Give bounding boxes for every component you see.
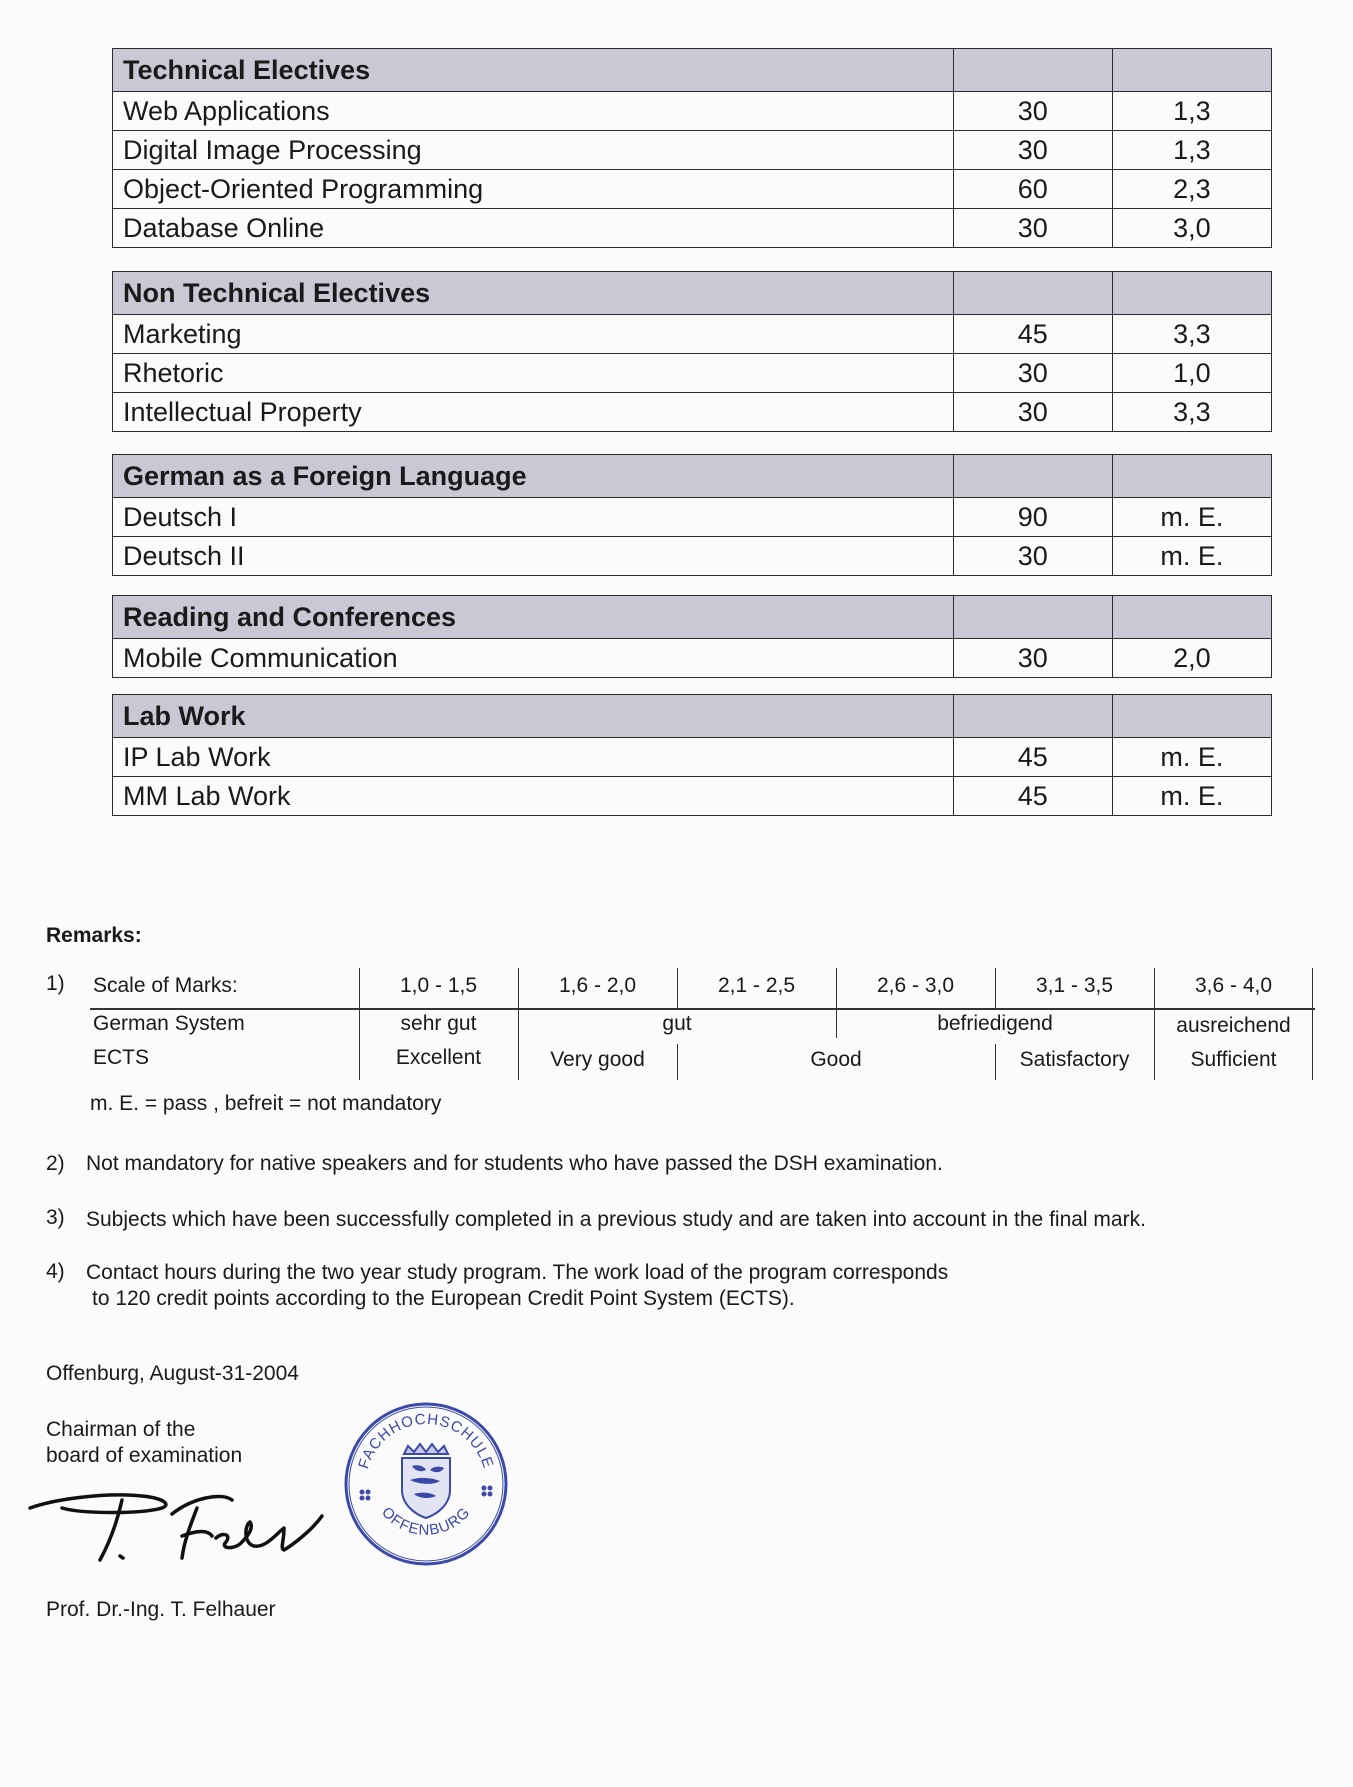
chairman-title-line2: board of examination xyxy=(46,1444,243,1467)
subject-cell: Object-Oriented Programming xyxy=(113,170,954,209)
german-system-label: German System xyxy=(93,1012,245,1035)
table-row xyxy=(113,131,1272,170)
hours-cell: 60 xyxy=(953,170,1112,209)
scale-of-marks-table xyxy=(90,968,1315,1080)
range-cell: 2,1 - 2,5 xyxy=(717,974,796,997)
seal-top-text: FACHHOCHSCHULE xyxy=(355,1410,497,1471)
remark-4-text-line1: Contact hours during the two year study program. The work load of the program corresponds xyxy=(86,1261,949,1284)
remark-3-number: 3) xyxy=(46,1206,65,1229)
subject-cell: Database Online xyxy=(113,209,954,248)
grade-cell: 2,0 xyxy=(1112,639,1271,678)
scale-divider-line xyxy=(90,1008,1315,1010)
ects-grade: Excellent xyxy=(395,1046,482,1069)
german-grade: ausreichend xyxy=(1176,1014,1291,1037)
hours-cell: 90 xyxy=(953,498,1112,537)
legend-text: m. E. = pass , befreit = not mandatory xyxy=(90,1092,442,1115)
subject-cell: Marketing xyxy=(113,315,954,354)
range-cell: 3,1 - 3,5 xyxy=(1035,974,1114,997)
hours-cell: 45 xyxy=(953,315,1112,354)
section-header xyxy=(113,596,1272,639)
table-technical-electives xyxy=(112,48,1272,248)
subject-cell: Intellectual Property xyxy=(113,393,954,432)
table-row xyxy=(113,777,1272,816)
hours-cell: 30 xyxy=(953,639,1112,678)
seal-stamp xyxy=(342,1400,510,1568)
section-title: German as a Foreign Language xyxy=(113,455,954,498)
remark-3-text: Subjects which have been successfully completed in a previous study and are taken into account in the final mark. xyxy=(86,1208,1146,1231)
table-lab-work xyxy=(112,694,1272,816)
grade-cell: m. E. xyxy=(1112,537,1271,576)
table-row xyxy=(113,738,1272,777)
chairman-title-line1: Chairman of the xyxy=(46,1418,196,1441)
range-cell: 1,6 - 2,0 xyxy=(558,974,637,997)
hours-cell: 30 xyxy=(953,92,1112,131)
section-title: Non Technical Electives xyxy=(113,272,954,315)
remark-4-number: 4) xyxy=(46,1260,65,1283)
range-cell: 1,0 - 1,5 xyxy=(399,974,478,997)
section-title: Reading and Conferences xyxy=(113,596,954,639)
section-header xyxy=(113,695,1272,738)
place-date: Offenburg, August-31-2004 xyxy=(46,1362,299,1385)
table-row xyxy=(113,170,1272,209)
ects-grade: Very good xyxy=(550,1048,645,1071)
ects-grade: Sufficient xyxy=(1190,1048,1277,1071)
section-title: Technical Electives xyxy=(113,49,954,92)
subject-cell: Rhetoric xyxy=(113,354,954,393)
subject-cell: Web Applications xyxy=(113,92,954,131)
section-header xyxy=(113,49,1272,92)
subject-cell: MM Lab Work xyxy=(113,777,954,816)
grade-cell: 1,3 xyxy=(1112,92,1271,131)
section-title: Lab Work xyxy=(113,695,954,738)
table-row xyxy=(113,354,1272,393)
hours-cell: 30 xyxy=(953,131,1112,170)
grade-cell: m. E. xyxy=(1112,498,1271,537)
subject-cell: Deutsch I xyxy=(113,498,954,537)
hours-cell: 45 xyxy=(953,738,1112,777)
grade-cell: m. E. xyxy=(1112,738,1271,777)
german-grade: sehr gut xyxy=(400,1012,477,1035)
table-reading-conferences xyxy=(112,595,1272,678)
table-german-foreign-language xyxy=(112,454,1272,576)
grade-cell: m. E. xyxy=(1112,777,1271,816)
signatory-name: Prof. Dr.-Ing. T. Felhauer xyxy=(46,1598,276,1621)
range-cell: 3,6 - 4,0 xyxy=(1194,974,1273,997)
table-row xyxy=(113,315,1272,354)
german-grade: gut xyxy=(662,1012,692,1035)
hours-cell: 30 xyxy=(953,354,1112,393)
hours-cell: 30 xyxy=(953,209,1112,248)
subject-cell: IP Lab Work xyxy=(113,738,954,777)
grade-cell: 1,0 xyxy=(1112,354,1271,393)
remark-2-text: Not mandatory for native speakers and for students who have passed the DSH examination. xyxy=(86,1152,943,1175)
table-row xyxy=(113,209,1272,248)
grade-cell: 3,3 xyxy=(1112,393,1271,432)
hours-cell: 30 xyxy=(953,537,1112,576)
ects-grade: Satisfactory xyxy=(1019,1048,1130,1071)
remark-2-number: 2) xyxy=(46,1152,65,1175)
german-grade: befriedigend xyxy=(937,1012,1053,1035)
table-row xyxy=(113,92,1272,131)
section-header xyxy=(113,455,1272,498)
subject-cell: Mobile Communication xyxy=(113,639,954,678)
remark-1-number: 1) xyxy=(46,972,65,995)
table-row xyxy=(113,537,1272,576)
grade-cell: 2,3 xyxy=(1112,170,1271,209)
seal-bottom-text: OFFENBURG xyxy=(378,1503,474,1539)
grade-cell: 1,3 xyxy=(1112,131,1271,170)
subject-cell: Deutsch II xyxy=(113,537,954,576)
hours-cell: 30 xyxy=(953,393,1112,432)
range-cell: 2,6 - 3,0 xyxy=(876,974,955,997)
subject-cell: Digital Image Processing xyxy=(113,131,954,170)
table-row xyxy=(113,498,1272,537)
table-non-technical-electives xyxy=(112,271,1272,432)
signature xyxy=(22,1478,342,1578)
section-header xyxy=(113,272,1272,315)
table-row xyxy=(113,639,1272,678)
ects-label: ECTS xyxy=(93,1046,150,1069)
ects-grade: Good xyxy=(810,1048,862,1071)
grade-cell: 3,3 xyxy=(1112,315,1271,354)
table-row xyxy=(113,393,1272,432)
remark-4-text-line2: to 120 credit points according to the European Credit Point System (ECTS). xyxy=(92,1287,795,1310)
scale-label: Scale of Marks: xyxy=(93,974,238,997)
remarks-heading: Remarks: xyxy=(46,924,142,947)
grade-cell: 3,0 xyxy=(1112,209,1271,248)
hours-cell: 45 xyxy=(953,777,1112,816)
